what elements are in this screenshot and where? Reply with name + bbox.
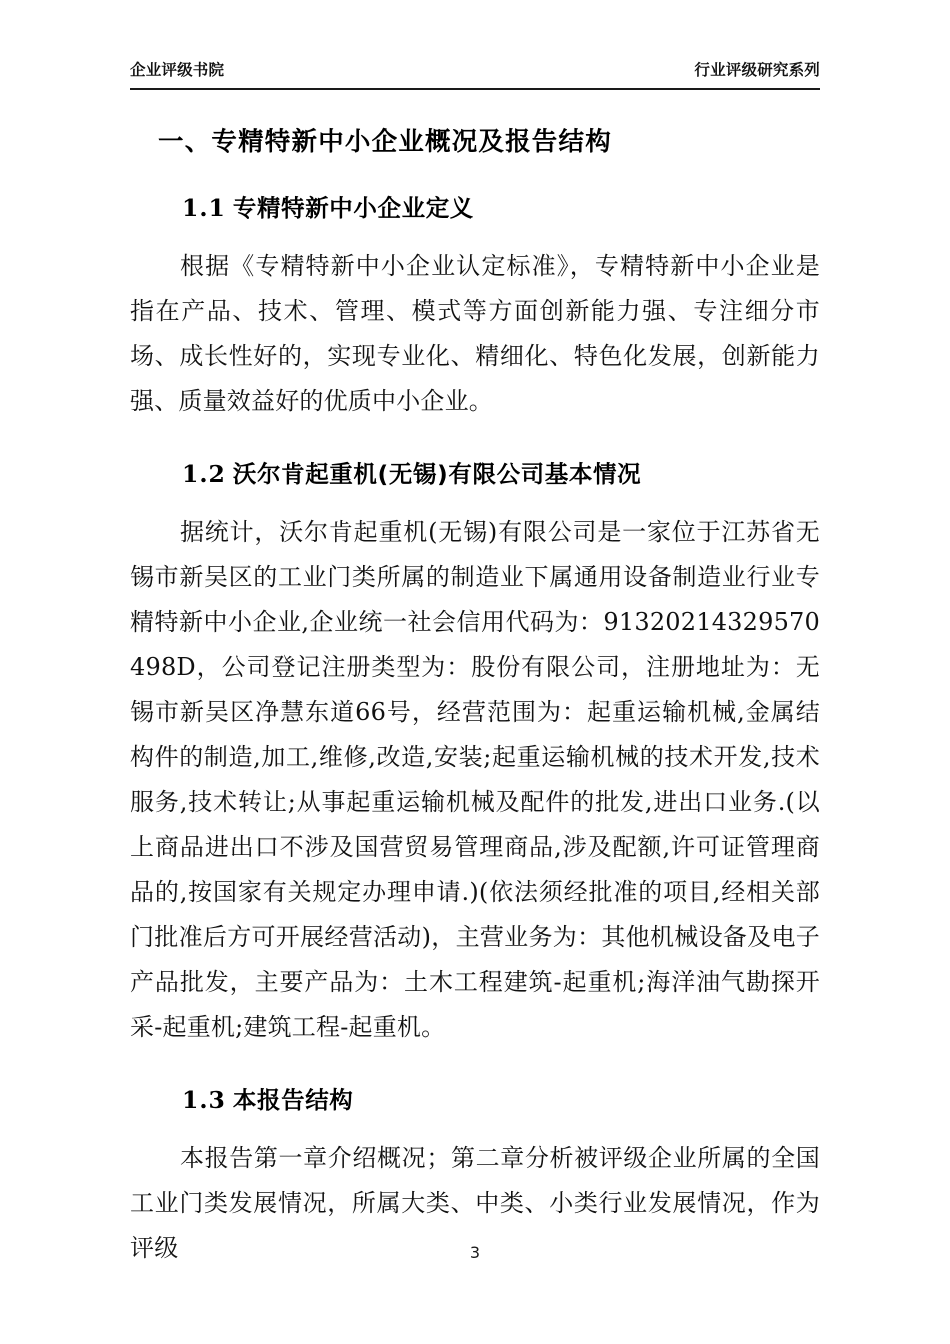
spacer — [130, 1122, 820, 1136]
subsection-number-1-3: 1.3 — [182, 1086, 226, 1114]
subsection-title-1-2: 沃尔肯起重机(无锡)有限公司基本情况 — [232, 460, 642, 488]
paragraph-report-structure: 本报告第一章介绍概况；第二章分析被评级企业所属的全国工业门类发展情况，所属大类、中类、小类行业发展情况，作为评级 — [130, 1144, 820, 1262]
paragraph-company-profile: 据统计，沃尔肯起重机(无锡)有限公司是一家位于江苏省无锡市新吴区的工业门类所属的制造业下属通用设备制造业行业专精特新中小企业,企业统一社会信用代码为：91320214329570498D，公司登记注册类型为：股份有限公司，注册地址为：无锡市新吴区净慧东道66号，经营范围为：起重运输机械,金属结构件的制造,加工,维修,改造,安装;起重运输机械的技术开发,技术服务,技术转让;从事起重运输机械及配件的批发,进出口业务.(以上商品进出口不涉及国营贸易管理商品,涉及配额,许可证管理商品的,按国家有关规定办理申请.)(依法须经批准的项目,经相关部门批准后方可开展经营活动)，主营业务为：其他机械设备及电子产品批发，主要产品为：土木工程建筑-起重机;海洋油气勘探开采-起重机;建筑工程-起重机。 — [130, 518, 820, 1041]
section-heading-1: 一、专精特新中小企业概况及报告结构 — [158, 127, 612, 157]
subsection-heading-1-3 — [130, 1078, 820, 1122]
running-header-right: 行业评级研究系列 — [694, 61, 820, 79]
subsection-number-1-1: 1.1 — [182, 194, 226, 222]
page-content — [130, 106, 820, 1271]
header-divider — [130, 88, 820, 90]
spacer — [130, 496, 820, 510]
spacer — [130, 424, 820, 452]
subsection-heading-1-2 — [130, 452, 820, 496]
running-header — [130, 62, 820, 80]
page-number: 3 — [469, 1243, 481, 1262]
spacer — [130, 1050, 820, 1078]
spacer — [130, 164, 820, 186]
paragraph-definition: 根据《专精特新中小企业认定标准》，专精特新中小企业是指在产品、技术、管理、模式等方面创新能力强、专注细分市场、成长性好的，实现专业化、精细化、特色化发展，创新能力强、质量效益好的优质中小企业。 — [130, 252, 820, 415]
subsection-heading-1-1 — [130, 186, 820, 230]
subsection-number-1-2: 1.2 — [182, 460, 226, 488]
subsection-title-1-3: 本报告结构 — [232, 1086, 354, 1114]
running-header-left: 企业评级书院 — [130, 61, 225, 79]
spacer — [130, 230, 820, 244]
subsection-title-1-1: 专精特新中小企业定义 — [232, 194, 474, 222]
spacer — [130, 106, 820, 120]
